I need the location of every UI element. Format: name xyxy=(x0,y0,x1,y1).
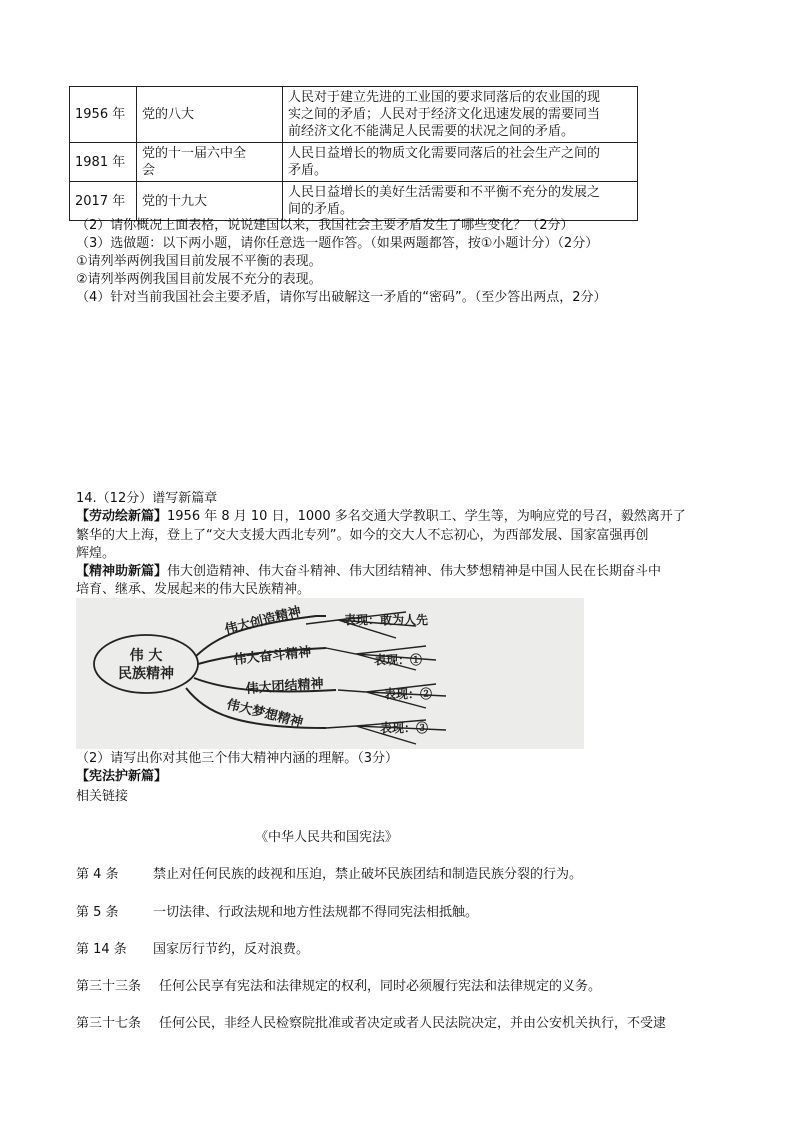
labor-tag: 【劳动绘新篇】 xyxy=(76,509,168,524)
article-number: 第三十七条 xyxy=(76,1016,142,1031)
article-number: 第 5 条 xyxy=(76,905,119,920)
spirit-paragraph-line xyxy=(76,563,661,580)
table-cell-contradiction xyxy=(283,87,638,143)
article-text: 禁止对任何民族的歧视和压迫，禁止破坏民族团结和制造民族分裂的行为。 xyxy=(153,867,583,882)
table-row xyxy=(70,143,638,182)
cell-line: 矛盾。 xyxy=(288,163,328,178)
section-14-question-2: （2）请写出你对其他三个伟大精神内涵的理解。（3分） xyxy=(76,751,399,766)
mindmap-branch-label: 伟大创造精神 xyxy=(223,604,303,638)
table-row xyxy=(70,87,638,143)
spirit-mindmap-image xyxy=(76,598,584,749)
labor-paragraph-line xyxy=(76,508,686,525)
mindmap-branch-label: 伟大奋斗精神 xyxy=(232,644,313,668)
section-14-heading: 14.（12分）谱写新篇章 xyxy=(76,491,218,506)
question-3: （3）选做题：以下两小题，请你任意选一题作答。（如果两题都答，按①小题计分）（2分） xyxy=(76,236,599,251)
article-text: 国家厉行节约，反对浪费。 xyxy=(153,942,310,957)
labor-paragraph-line: 繁华的大上海，登上了“交大支援大西北专列”。如今的交大人不忘初心，为西部发展、国家富强再创 xyxy=(76,528,649,543)
cell-line: 间的矛盾。 xyxy=(288,202,354,217)
table-cell-year: 1981 年 xyxy=(70,143,137,182)
constitution-article xyxy=(76,938,309,957)
mindmap-branch-label: 伟大梦想精神 xyxy=(225,697,305,731)
cell-line: 人民日益增长的美好生活需要和不平衡不充分的发展之 xyxy=(288,185,601,200)
question-4: （4）针对当前我国社会主要矛盾，请你写出破解这一矛盾的“密码”。（至少答出两点，2分） xyxy=(76,290,607,305)
mindmap-result-label: 表现：③ xyxy=(380,721,429,735)
constitution-article xyxy=(76,901,478,920)
mindmap-center-text: 伟 大 xyxy=(129,648,163,664)
article-number: 第 14 条 xyxy=(76,942,127,957)
table-cell-meeting xyxy=(137,143,283,182)
cell-line: 人民日益增长的物质文化需要同落后的社会生产之间的 xyxy=(288,146,601,161)
question-3-option-1: ①请列举两例我国目前发展不平衡的表现。 xyxy=(76,254,322,269)
constitution-article xyxy=(76,863,582,882)
article-text: 任何公民享有宪法和法律规定的权利，同时必须履行宪法和法律规定的义务。 xyxy=(159,979,602,994)
cell-line: 党的十一届六中全 xyxy=(142,146,247,161)
table-cell-contradiction xyxy=(283,143,638,182)
cell-line: 前经济文化不能满足人民需要的状况之间的矛盾。 xyxy=(288,124,575,139)
related-link-label: 相关链接 xyxy=(76,789,129,804)
mindmap-result-label: 表现：② xyxy=(384,687,433,701)
article-text: 任何公民，非经人民检察院批准或者决定或者人民法院决定，并由公安机关执行，不受逮 xyxy=(159,1016,667,1031)
constitution-article xyxy=(76,1012,666,1031)
mindmap-result-label: 表现：① xyxy=(374,653,423,667)
question-3-option-2: ②请列举两例我国目前发展不充分的表现。 xyxy=(76,272,322,287)
constitution-article xyxy=(76,975,601,994)
spirit-tag: 【精神助新篇】 xyxy=(76,564,168,579)
contradiction-table xyxy=(69,86,638,221)
table-cell-meeting: 党的十九大 xyxy=(137,182,283,221)
table-cell-meeting: 党的八大 xyxy=(137,87,283,143)
mindmap-branch-label: 伟大团结精神 xyxy=(245,676,325,697)
mindmap-center-text: 民族精神 xyxy=(118,666,174,682)
article-text: 一切法律、行政法规和地方性法规都不得同宪法相抵触。 xyxy=(153,905,479,920)
spirit-text: 伟大创造精神、伟大奋斗精神、伟大团结精神、伟大梦想精神是中国人民在长期奋斗中 xyxy=(167,564,662,579)
labor-text: 1956 年 8 月 10 日，1000 多名交通大学教职工、学生等，为响应党的号召，毅然离开了 xyxy=(167,509,686,524)
article-number: 第 4 条 xyxy=(76,867,119,882)
table-cell-year: 1956 年 xyxy=(70,87,137,143)
constitution-title: 《中华人民共和国宪法》 xyxy=(255,830,399,845)
question-2: （2）请你概况上面表格，说说建国以来，我国社会主要矛盾发生了哪些变化？（2分） xyxy=(76,218,574,233)
mindmap-result-label: 表现：敢为人先 xyxy=(344,613,429,627)
article-number: 第三十三条 xyxy=(76,979,142,994)
table-cell-year: 2017 年 xyxy=(70,182,137,221)
spirit-paragraph-line: 培育、继承、发展起来的伟大民族精神。 xyxy=(76,582,311,597)
table-row xyxy=(70,182,638,221)
cell-line: 会 xyxy=(142,163,156,178)
table-cell-contradiction xyxy=(283,182,638,221)
cell-line: 实之间的矛盾；人民对于经济文化迅速发展的需要同当 xyxy=(288,107,601,122)
law-tag: 【宪法护新篇】 xyxy=(76,769,168,784)
labor-paragraph-line: 辉煌。 xyxy=(76,546,116,561)
cell-line: 人民对于建立先进的工业国的要求同落后的农业国的现 xyxy=(288,90,601,105)
